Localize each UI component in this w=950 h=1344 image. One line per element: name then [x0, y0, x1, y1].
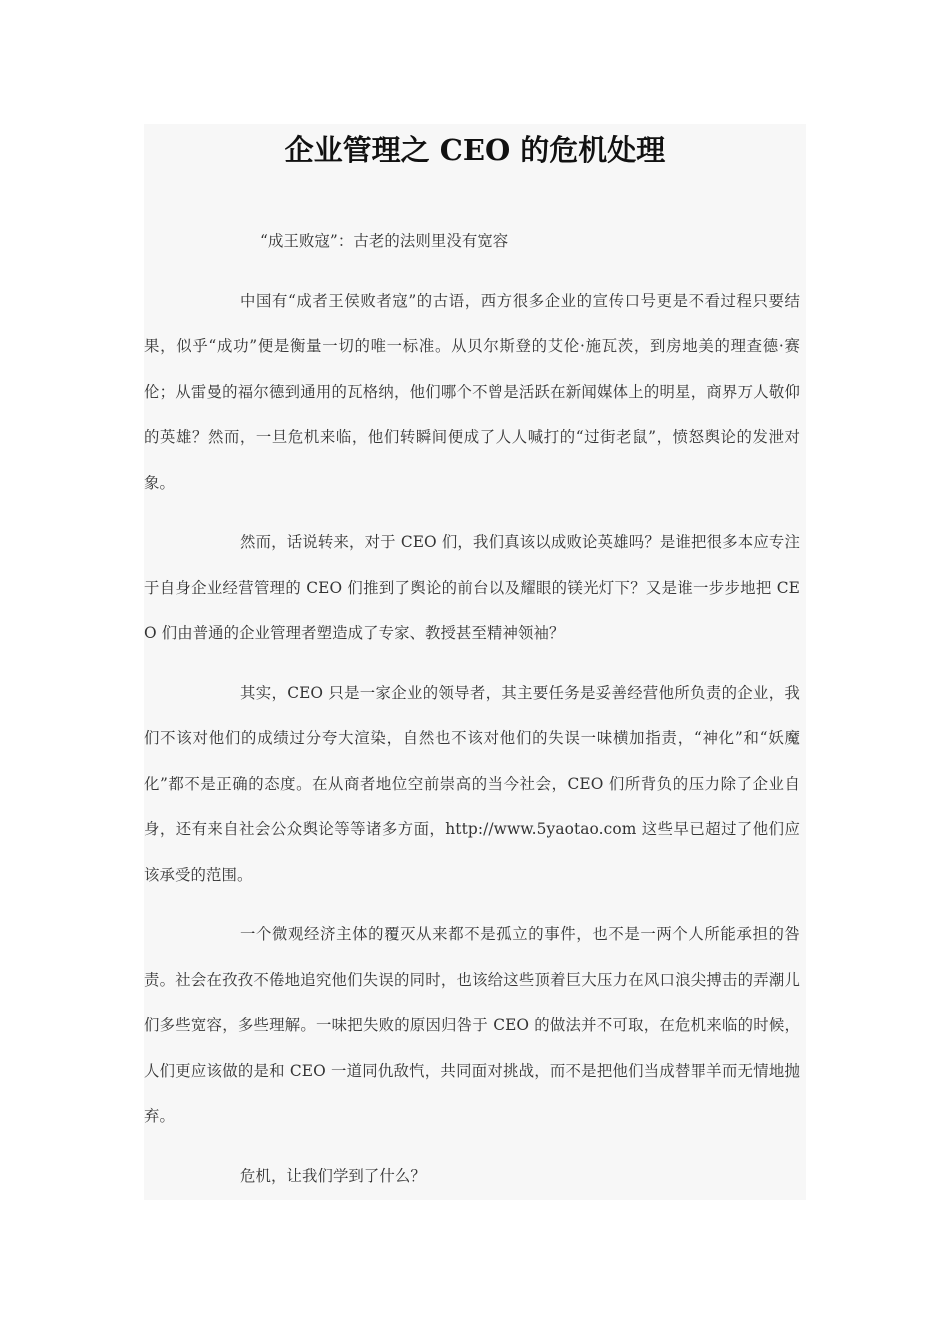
paragraph: 中国有“成者王侯败者寇”的古语，西方很多企业的宣传口号更是不看过程只要结果，似乎“成功”便是衡量一切的唯一标准。从贝尔斯登的艾伦·施瓦茨，到房地美的理查德·赛伦；从雷曼的福尔德到通用的瓦格纳，他们哪个不曾是活跃在新闻媒体上的明星，商界万人敬仰的英雄？然而，一旦危机来临，他们转瞬间便成了人人喊打的“过街老鼠”，愤怒舆论的发泄对象。: [144, 291, 800, 492]
paragraph: 其实，CEO 只是一家企业的领导者，其主要任务是妥善经营他所负责的企业，我们不该对他们的成绩过分夸大渲染，自然也不该对他们的失误一味横加指责，“神化”和“妖魔化”都不是正确的态度。在从商者地位空前崇高的当今社会，CEO 们所背负的压力除了企业自身，还有来自社会公众舆论等等诸多方面，http://www.5yaotao.com 这些早已超过了他们应该承受的范围。: [144, 683, 800, 884]
document-title: 企业管理之 CEO 的危机处理: [284, 133, 666, 167]
document-body: [144, 219, 800, 1213]
section-heading: 危机，让我们学到了什么？: [240, 1166, 426, 1185]
paragraph: 一个微观经济主体的覆灭从来都不是孤立的事件，也不是一两个人所能承担的咎责。社会在孜孜不倦地追究他们失误的同时，也该给这些顶着巨大压力在风口浪尖搏击的弄潮儿们多些宽容，多些理解。一味把失败的原因归咎于 CEO 的做法并不可取，在危机来临的时候，人们更应该做的是和 CEO 一道同仇敌忾，共同面对挑战，而不是把他们当成替罪羊而无情地抛弃。: [144, 925, 800, 1125]
paragraph: 然而，话说转来，对于 CEO 们，我们真该以成败论英雄吗？是谁把很多本应专注于自身企业经营管理的 CEO 们推到了舆论的前台以及耀眼的镁光灯下？又是谁一步步地把 CEO 们由普通的企业管理者塑造成了专家、教授甚至精神领袖？: [144, 533, 800, 642]
section-heading: “成王败寇”：古老的法则里没有宽容: [260, 232, 509, 250]
